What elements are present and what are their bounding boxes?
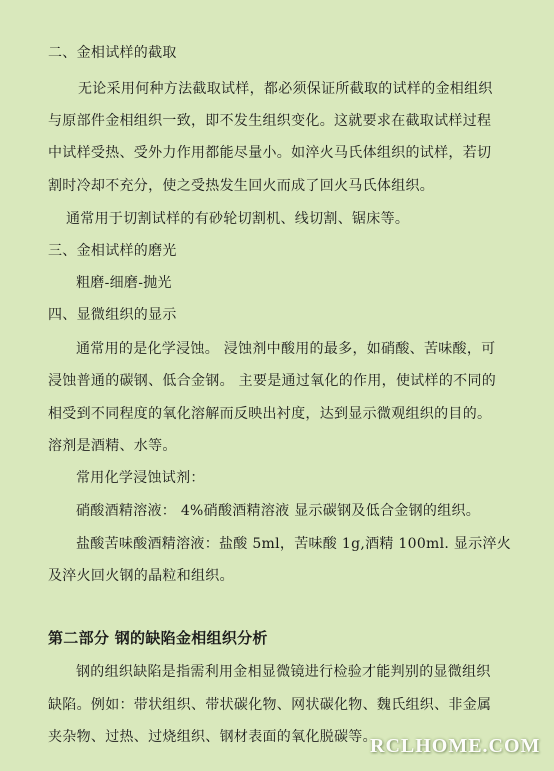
paragraph-line: 夹杂物、过热、过烧组织、钢材表面的氧化脱碳等。 (48, 729, 377, 745)
paragraph-line: 通常用的是化学浸蚀。 浸蚀剂中酸用的最多，如硝酸、苦味酸，可 (76, 341, 496, 357)
paragraph-line: 钢的组织缺陷是指需利用金相显微镜进行检验才能判别的显微组织 (76, 664, 491, 680)
watermark: RCLHOME.COM (370, 735, 541, 757)
paragraph-line: 中试样受热、受外力作用都能尽量小。如淬火马氏体组织的试样，若切 (48, 145, 492, 161)
paragraph-line: 浸蚀普通的碳钢、低合金钢。 主要是通过氧化的作用，使试样的不同的 (48, 373, 497, 389)
paragraph-line: 通常用于切割试样的有砂轮切割机、线切割、锯床等。 (66, 211, 410, 227)
section-heading-3: 三、金相试样的磨光 (48, 243, 177, 259)
section-heading-2: 二、金相试样的截取 (48, 45, 177, 61)
paragraph-line: 割时冷却不充分，使之受热发生回火而成了回火马氏体组织。 (48, 178, 435, 194)
paragraph-line: 粗磨-细磨-抛光 (76, 275, 172, 291)
paragraph-line: 常用化学浸蚀试剂： (76, 470, 205, 486)
paragraph-line: 溶剂是酒精、水等。 (48, 438, 177, 454)
part-title: 第二部分 钢的缺陷金相组织分析 (48, 629, 268, 647)
section-heading-4: 四、显微组织的显示 (48, 307, 177, 323)
paragraph-line: 及淬火回火钢的晶粒和组织。 (48, 568, 234, 584)
paragraph-line: 硝酸酒精溶液： 4%硝酸酒精溶液 显示碳钢及低合金钢的组织。 (76, 503, 481, 519)
paragraph-line: 与原部件金相组织一致，即不发生组织变化。这就要求在截取试样过程 (48, 113, 492, 129)
paragraph-line: 盐酸苦味酸酒精溶液：盐酸 5ml，苦味酸 1g,酒精 100ml. 显示淬火 (76, 536, 512, 552)
paragraph-line: 无论采用何种方法截取试样，都必须保证所截取的试样的金相组织 (78, 81, 493, 97)
paragraph-line: 缺陷。例如：带状组织、带状碳化物、网状碳化物、魏氏组织、非金属 (48, 697, 492, 713)
paragraph-line: 相受到不同程度的氧化溶解而反映出衬度，达到显示微观组织的目的。 (48, 406, 492, 422)
